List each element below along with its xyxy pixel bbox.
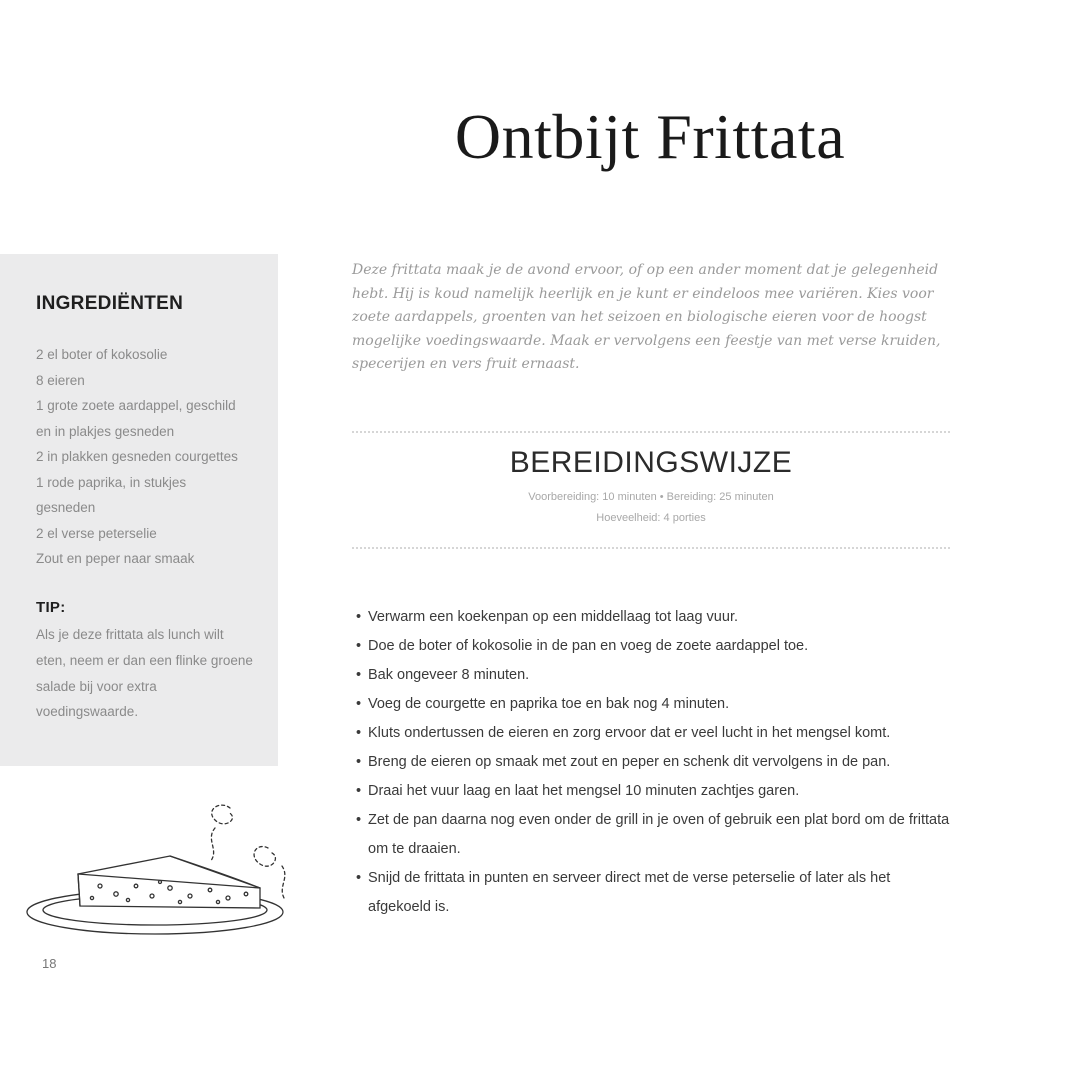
step-text: Doe de boter of kokosolie in de pan en voeg de zoete aardappel toe. — [368, 638, 809, 654]
ingredient-item: 2 in plakken gesneden courgettes — [36, 449, 238, 464]
ingredient-item: gesneden — [36, 500, 96, 515]
intro-paragraph: Deze frittata maak je de avond ervoor, of op een ander moment dat je gelegenheid hebt. Hij is koud namelijk heerlijk en je kunt er eindeloos mee variëren. Kies voor zoete aardappels, groenten van het seizoen en biologische eieren voor de hoogst mogelijke voedingswaarde. Maak er vervolgens een feestje van met verse kruiden, specerijen en vers fruit ernaast. — [352, 262, 941, 372]
step-item — [356, 603, 956, 632]
tip-heading: TIP: — [36, 599, 66, 616]
step-item — [356, 632, 956, 661]
bullet: • — [356, 812, 362, 828]
frittata-illustration — [20, 790, 310, 950]
step-text: Voeg de courgette en paprika toe en bak nog 4 minuten. — [368, 696, 730, 712]
bullet: • — [356, 754, 362, 770]
bullet: • — [356, 870, 362, 886]
bullet: • — [356, 696, 362, 712]
step-text: Draai het vuur laag en laat het mengsel 10 minuten zachtjes garen. — [368, 783, 800, 799]
method-heading: BEREIDINGSWIJZE — [509, 446, 793, 479]
recipe-title: Ontbijt Frittata — [454, 101, 846, 172]
ingredient-item: Zout en peper naar smaak — [36, 551, 195, 566]
ingredient-item: 1 rode paprika, in stukjes — [36, 474, 187, 490]
servings: Hoeveelheid: 4 porties — [596, 512, 706, 524]
ingredient-item: 2 el boter of kokosolie — [36, 347, 168, 362]
page-number: 18 — [42, 956, 57, 971]
ingredient-item: en in plakjes gesneden — [36, 423, 175, 439]
step-text: Kluts ondertussen de eieren en zorg ervoor dat er veel lucht in het mengsel komt. — [368, 725, 891, 741]
step-item — [356, 661, 956, 690]
method-steps — [356, 603, 956, 922]
bullet: • — [356, 783, 362, 799]
divider-bottom — [352, 547, 950, 549]
bullet: • — [356, 638, 362, 654]
step-item — [356, 719, 956, 748]
tip-text: Als je deze frittata als lunch wilt eten, neem er dan een flinke groene salade bij voor extra voedingswaarde. — [36, 627, 253, 720]
step-item — [356, 777, 956, 806]
bullet: • — [356, 725, 362, 741]
step-item — [356, 864, 956, 922]
ingredient-item: 2 el verse peterselie — [36, 525, 157, 541]
step-text: Verwarm een koekenpan op een middellaag tot laag vuur. — [368, 609, 738, 625]
bullet: • — [356, 667, 362, 683]
ingredient-item: 1 grote zoete aardappel, geschild — [36, 398, 236, 413]
ingredients-list — [36, 342, 266, 572]
step-text: Bak ongeveer 8 minuten. — [368, 667, 530, 683]
divider-top — [352, 431, 950, 433]
bullet: • — [356, 609, 362, 625]
step-item — [356, 806, 956, 864]
step-text: Snijd de frittata in punten en serveer direct met de verse peterselie of later als het afgekoeld is. — [368, 870, 891, 915]
ingredients-heading: INGREDIËNTEN — [36, 293, 184, 314]
step-text: Zet de pan daarna nog even onder de grill in je oven of gebruik een plat bord om de frittata om te draaien. — [368, 812, 950, 857]
ingredient-item: 8 eieren — [36, 372, 85, 388]
step-item — [356, 690, 956, 719]
step-text: Breng de eieren op smaak met zout en peper en schenk dit vervolgens in de pan. — [368, 754, 891, 770]
step-item — [356, 748, 956, 777]
prep-times: Voorbereiding: 10 minuten • Bereiding: 25 minuten — [528, 491, 774, 503]
